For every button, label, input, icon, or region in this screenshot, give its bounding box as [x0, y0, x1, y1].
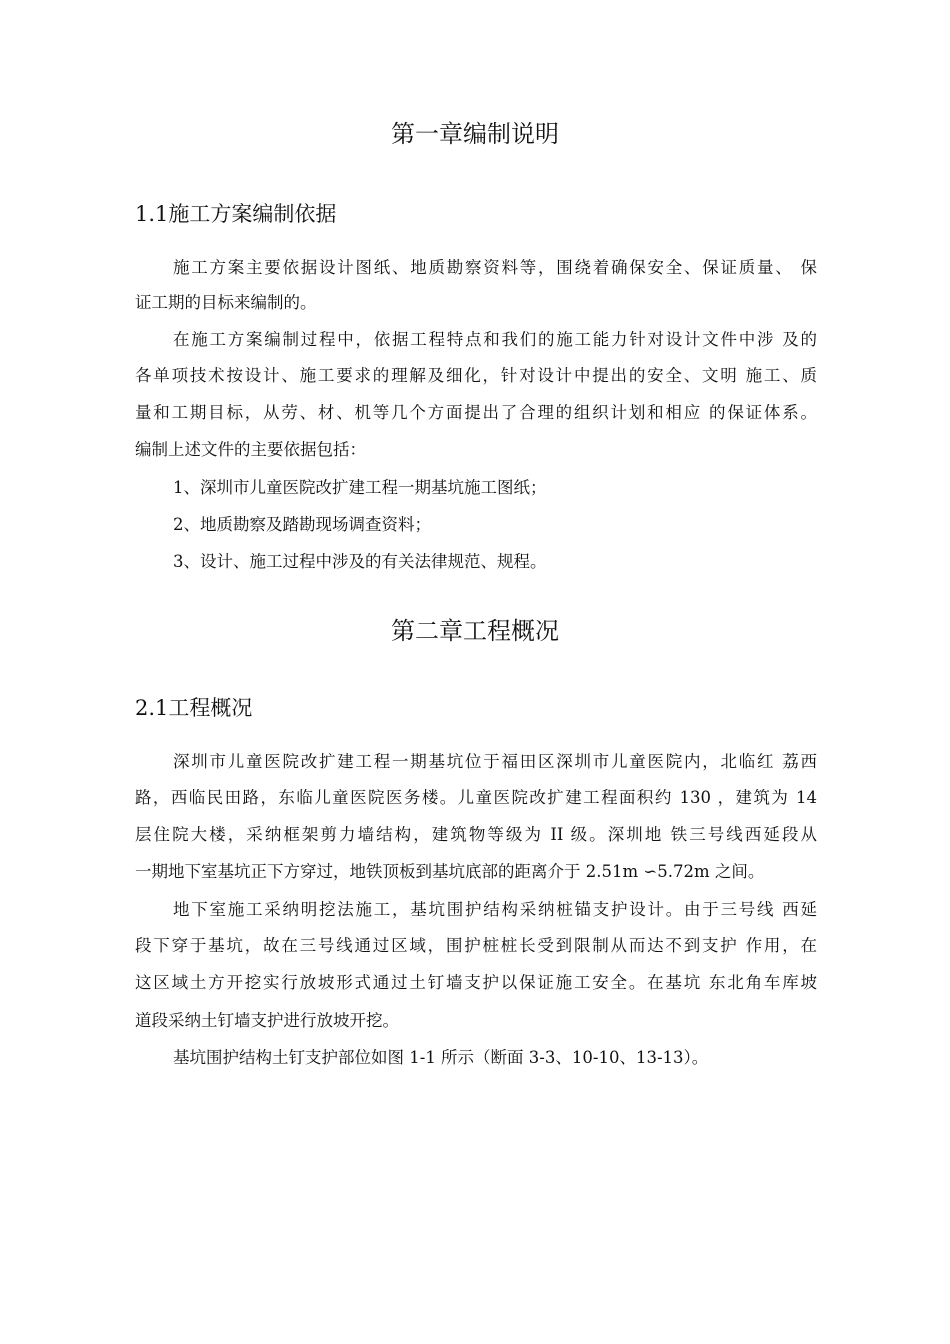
section-1-1-title: 1.1施工方案编制依据 [135, 202, 337, 226]
paragraph-line: 路，西临民田路，东临儿童医院医务楼。儿童医院改扩建工程面积约 130 ，建筑为 14 [135, 788, 817, 807]
list-item: 2、地质勘察及踏勘现场调查资料； [173, 515, 431, 534]
paragraph-line: 层住院大楼，采纳框架剪力墙结构，建筑物等级为 II 级。深圳地 铁三号线西延段从 [135, 825, 817, 844]
section-2-1-title: 2.1工程概况 [135, 696, 253, 720]
paragraph-line: 施工方案主要依据设计图纸、地质勘察资料等，围绕着确保安全、保证质量、 保 [173, 258, 817, 277]
paragraph-line: 地下室施工采纳明挖法施工，基坑围护结构采纳桩锚支护设计。由于三号线 西延 [173, 900, 817, 919]
paragraph-line: 深圳市儿童医院改扩建工程一期基坑位于福田区深圳市儿童医院内，北临红 荔西 [173, 752, 817, 771]
paragraph-line: 各单项技术按设计、施工要求的理解及细化，针对设计中提出的安全、文明 施工、质 [135, 366, 817, 385]
paragraph-line: 编制上述文件的主要依据包括： [135, 440, 366, 459]
chapter-2-title: 第二章工程概况 [391, 617, 559, 645]
list-item: 1、深圳市儿童医院改扩建工程一期基坑施工图纸； [173, 478, 547, 497]
list-item: 3、设计、施工过程中涉及的有关法律规范、规程。 [173, 552, 547, 571]
paragraph-line: 基坑围护结构土钉支护部位如图 1-1 所示（断面 3-3、10-10、13-13）。 [173, 1048, 709, 1067]
paragraph-line: 量和工期目标，从劳、材、机等几个方面提出了合理的组织计划和相应 的保证体系。 [135, 403, 817, 422]
paragraph-line: 在施工方案编制过程中，依据工程特点和我们的施工能力针对设计文件中涉 及的 [173, 330, 817, 349]
paragraph-line: 道段采纳土钉墙支护进行放坡开挖。 [135, 1011, 399, 1030]
chapter-1-title: 第一章编制说明 [391, 120, 559, 148]
paragraph-line: 段下穿于基坑，故在三号线通过区域，围护桩桩长受到限制从而达不到支护 作用，在 [135, 936, 817, 955]
paragraph-line: 一期地下室基坑正下方穿过，地铁顶板到基坑底部的距离介于 2.51m ∽5.72m 之间。 [135, 862, 765, 881]
paragraph-line: 这区域土方开挖实行放坡形式通过土钉墙支护以保证施工安全。在基坑 东北角车库坡 [135, 973, 817, 992]
paragraph-line: 证工期的目标来编制的。 [135, 293, 317, 312]
